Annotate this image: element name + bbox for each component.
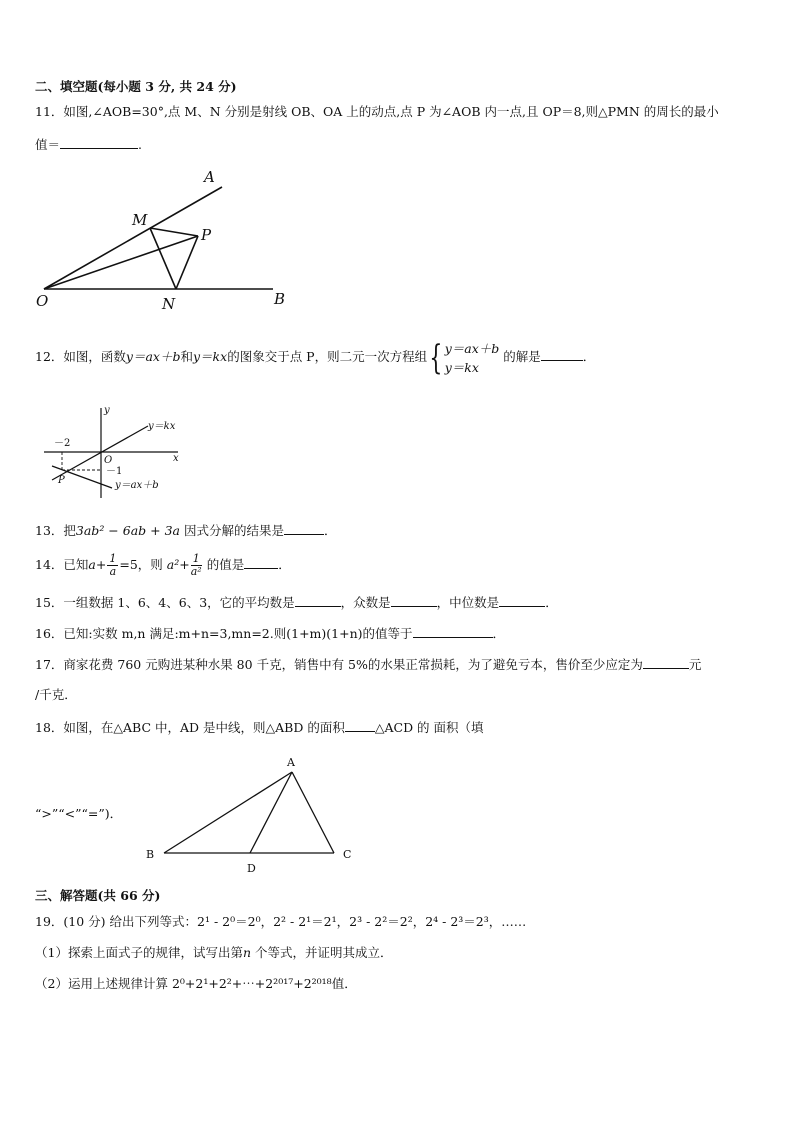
q12-mid: 的图象交于点 P，则二元一次方程组 xyxy=(227,349,428,364)
q14-period: ． xyxy=(278,557,291,572)
q17-text: 17．商家花费 760 元购进某种水果 80 千克，销售中有 5%的水果正常损耗，为了避免亏本，售价至少应定为 xyxy=(35,657,643,672)
q12-suffix: 的解是 xyxy=(503,349,541,364)
q15-period: ． xyxy=(545,595,558,610)
segment-ac xyxy=(292,772,334,853)
q14-a-squared: a²+ xyxy=(166,557,190,572)
q16-period: ． xyxy=(492,626,506,641)
question-19-part-2 xyxy=(35,976,357,992)
fraction-numerator-2: 1 xyxy=(192,552,200,565)
q15-part-2: ，众数是 xyxy=(340,595,391,610)
q12-and: 和 xyxy=(180,349,193,364)
q19-part-1-a: （1）探索上面式子的规律，试写出第 xyxy=(35,945,243,960)
q19-part-1-b: 个等式，并证明其成立． xyxy=(255,945,393,960)
q15-part-3: ，中位数是 xyxy=(436,595,500,610)
section-title-fill-in: 二、填空题(每小题 3 分, 共 24 分) xyxy=(35,79,237,94)
q13-suffix: 因式分解的结果是 xyxy=(183,523,284,538)
label-line-y-ax-b: y＝ax＋b xyxy=(115,480,159,491)
q12-function-2: y＝kx xyxy=(193,349,228,364)
q14-variable-a: a xyxy=(88,557,96,572)
q12-function-1: y＝ax＋b xyxy=(125,349,181,364)
q19-equations: 2¹ - 2⁰＝2⁰，2² - 2¹＝2¹，2³ - 2²＝2²，2⁴ - 2³＝2³，…… xyxy=(197,914,527,929)
tick-label-minus-2: －2 xyxy=(54,438,71,449)
system-brace: { xyxy=(429,337,443,378)
label-point-p: P xyxy=(58,475,65,486)
q14-prefix: 14．已知 xyxy=(35,557,89,572)
q19-head: 19．(10 分) 给出下列等式： xyxy=(35,914,198,929)
q11-period: . xyxy=(138,137,142,152)
segment-ab xyxy=(164,772,292,853)
label-a: A xyxy=(204,168,215,186)
q19-sum-expression: 2⁰+2¹+2²+⋯+2²⁰¹⁷+2²⁰¹⁸ xyxy=(171,976,332,991)
fraction-denominator-2: a² xyxy=(190,565,202,578)
q19-variable-n: n xyxy=(242,945,252,960)
origin-label: O xyxy=(104,455,113,466)
section-title-solutions: 三、解答题(共 66 分) xyxy=(35,888,161,903)
q12-equation-1: y＝ax＋b xyxy=(444,340,500,356)
fraction-numerator: 1 xyxy=(109,552,117,565)
fraction-denominator: a xyxy=(109,565,117,578)
tick-label-minus-1: －1 xyxy=(106,466,123,477)
question-19-text xyxy=(35,914,526,930)
label-p: P xyxy=(201,226,212,244)
q18-part-2: △ACD 的 面积（填 xyxy=(374,720,484,735)
q14-suffix: 的值是 xyxy=(206,557,245,572)
question-17-line2: /千克． xyxy=(35,687,77,702)
vertex-label-b: B xyxy=(146,848,155,861)
q18-part-1: 18．如图，在△ABC 中，AD 是中线，则△ABD 的面积 xyxy=(35,720,345,735)
label-line-y-kx: y＝kx xyxy=(148,421,176,432)
q13-prefix: 13．把 xyxy=(35,523,76,538)
q12-prefix: 12．如图，函数 xyxy=(35,349,126,364)
axis-label-y: y xyxy=(104,405,110,416)
q15-part-1: 15．一组数据 1、6、4、6、3，它的平均数是 xyxy=(35,595,295,610)
question-18-options: “>”“<”“=”)． xyxy=(35,806,123,821)
q16-text: 16．已知:实数 m,n 满足:m+n=3,mn=2.则(1+m)(1+n)的值等于 xyxy=(35,626,413,641)
q11-value-label: 值＝ xyxy=(35,137,61,152)
axis-label-x: x xyxy=(173,453,179,464)
segment-ad xyxy=(250,772,292,853)
label-m: M xyxy=(132,211,148,229)
label-b: B xyxy=(274,290,286,308)
q12-equation-2: y＝kx xyxy=(444,359,479,375)
q14-plus: + xyxy=(95,557,107,572)
q13-expression: 3ab² − 6ab + 3a xyxy=(75,523,180,538)
question-19-part-1 xyxy=(35,945,393,961)
point-label-d: D xyxy=(247,862,256,875)
vertex-label-c: C xyxy=(343,848,352,861)
q13-period: ． xyxy=(323,523,337,538)
q17-unit: 元 xyxy=(688,657,702,672)
question-11-text: 11．如图,∠AOB=30°,点 M、N 分别是射线 OB、OA 上的动点,点 P 为∠AOB 内一点,且 OP＝8,则△PMN 的周长的最小 xyxy=(35,104,719,119)
q19-part-2-a: （2）运用上述规律计算 xyxy=(35,976,172,991)
q19-part-2-b: 值． xyxy=(331,976,357,991)
q12-period: ． xyxy=(582,349,596,364)
vertex-label-a: A xyxy=(287,756,295,769)
label-n: N xyxy=(162,295,176,313)
q14-equals: =5，则 xyxy=(119,557,163,572)
label-o: O xyxy=(36,292,49,310)
